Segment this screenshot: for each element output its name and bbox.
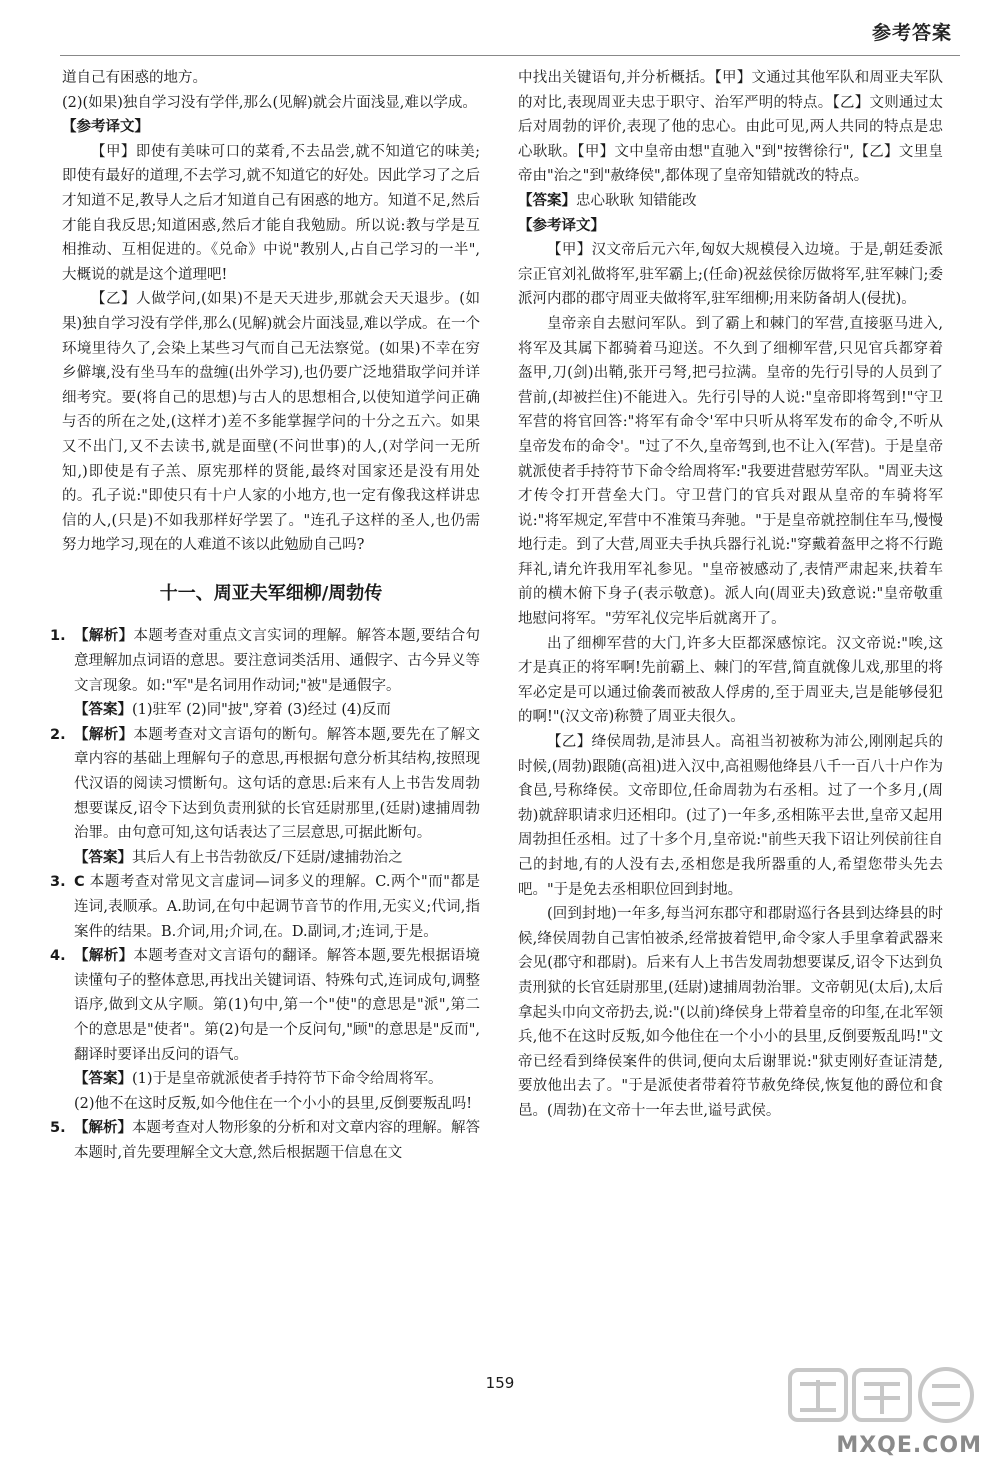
analysis-tag: 【解析】 [74, 1120, 132, 1137]
translation-paragraph: 出了细柳军营的大门,许多大臣都深感惊诧。汉文帝说:"唉,这才是真正的将军啊!先前霸上、棘门的军营,简直就像儿戏,那里的将军必定是可以通过偷袭而被敌人俘虏的,至于周亚夫,岂是能够侵犯的啊!"(汉文帝)称赞了周亚夫很久。 [518, 635, 943, 726]
answer-text: (1)于是皇帝就派使者手持符节下命令给周将军。 [132, 1071, 443, 1088]
answer-text: 忠心耿耿 知错能改 [576, 192, 697, 209]
answer-tag: 【答案】 [518, 192, 576, 209]
question-number: 5. [50, 1120, 66, 1137]
header-label: 参考答案 [871, 22, 952, 44]
reference-translation-heading: 【参考译文】 [518, 217, 605, 234]
question-number: 3. [50, 874, 66, 891]
analysis-text: 本题考查对常见文言虚词—词多义的理解。C.两个"而"都是连词,表顺承。A.助词,在句中起调节音节的作用,无实义;代词,指案件的结果。B.介词,用;介词,在。D.副词,才;连词,于是。 [74, 874, 480, 940]
question-1 [50, 624, 481, 698]
left-column [50, 66, 481, 1166]
left-intro-sentence: (2)(如果)独自学习没有学伴,那么(见解)就会片面浅显,难以学成。 [62, 94, 477, 111]
header-rule [60, 55, 960, 56]
question-number: 1. [50, 628, 66, 645]
question-4 [50, 944, 481, 1067]
analysis-text: 本题考查对文言语句的翻译。解答本题,要先根据语境读懂句子的整体意思,再找出关键词语、特殊句式,连词成句,调整语序,做到文从字顺。第(1)句中,第一个"使"的意思是"派",第二个的意思是"使者"。第(2)句是一个反问句,"顾"的意思是"反而",翻译时要译出反问的语气。 [74, 948, 481, 1063]
analysis-text: 本题考查对文言语句的断句。解答本题,要先在了解文章内容的基础上理解句子的意思,再根据句意分析其结构,按照现代汉语的阅读习惯断句。这句话的意思:后来有人上书告发周勃想要谋反,诏令下达到负责刑狱的长官廷尉那里,(廷尉)逮捕周勃治罪。由句意可知,这句话表达了三层意思,可据此断句。 [74, 726, 481, 842]
analysis-text: 本题考查对人物形象的分析和对文章内容的理解。解答本题时,首先要理解全文大意,然后根据题干信息在文 [74, 1120, 480, 1161]
question-5-continuation: 中找出关键语句,并分析概括。【甲】文通过其他军队和周亚夫军队的对比,表现周亚夫忠于职守、治军严明的特点。【乙】文则通过太后对周勃的评价,表现了他的忠心。由此可见,两人共同的特点是忠心耿耿。【甲】文中皇帝由想"直驰入"到"按辔徐行",【乙】文里皇帝由"治之"到"赦绛侯",都体现了皇帝知错就改的特点。 [518, 70, 943, 185]
analysis-text: 本题考查对重点文言实词的理解。解答本题,要结合句意理解加点词语的意思。要注意词类活用、通假字、古今异义等文言现象。如:"军"是名词用作动词;"被"是通假字。 [74, 628, 481, 694]
answer-tag: 【答案】 [74, 1071, 132, 1088]
translation-paragraph: 皇帝亲自去慰问军队。到了霸上和棘门的军营,直接驱马进入,将军及其属下都骑着马迎送。不久到了细柳军营,只见官兵都穿着盔甲,刀(剑)出鞘,张开弓弩,把弓拉满。皇帝的先行引导的人员到了营前,(却被拦住)不能进入。先行引导的人说:"皇帝即将驾到!"守卫军营的将官回答:"将军有命令'军中只听从将军发布的命令,不听从皇帝发布的命令'。"过了不久,皇帝驾到,也不让入(军营)。于是皇帝就派使者手持符节下命令给周将军:"我要进营慰劳军队。"周亚夫这才传令打开营垒大门。守卫营门的官兵对跟从皇帝的车骑将军说:"将军规定,军营中不准策马奔驰。"于是皇帝就控制住车马,慢慢地行走。到了大营,周亚夫手执兵器行礼说:"穿戴着盔甲之将不行跪拜礼,请允许我用军礼参见。"皇帝被感动了,表情严肃起来,扶着车前的横木俯下身子(表示敬意)。派人向(周亚夫)致意说:"皇帝敬重地慰问将军。"劳军礼仪完毕后就离开了。 [518, 315, 943, 628]
page-number: 159 [485, 1374, 515, 1392]
left-intro-line: 道自己有困惑的地方。 [62, 70, 207, 86]
answer-tag: 【答案】 [74, 849, 132, 866]
translation-paragraph: (回到封地)一年多,每当河东郡守和郡尉巡行各县到达绛县的时候,绛侯周勃自己害怕被杀,经常披着铠甲,命令家人手里拿着武器来会见(郡守和郡尉)。后来有人上书告发周勃想要谋反,诏令下达到负责刑狱的长官廷尉那里,(廷尉)逮捕周勃治罪。文帝朝见(太后),太后拿起头巾向文帝扔去,说:"(以前)绛侯身上带着皇帝的印玺,在北军领兵,他不在这时反叛,如今他住在一个小小的县里,反倒要叛乱吗!"文帝已经看到绛侯案件的供词,便向太后谢罪说:"狱吏刚好查证清楚,要放他出去了。"于是派使者带着符节赦免绛侯,恢复他的爵位和食邑。(周勃)在文帝十一年去世,谥号武侯。 [518, 906, 943, 1119]
answer-text: 其后人有上书告勃欲反/下廷尉/逮捕勃治之 [132, 849, 403, 866]
right-column [518, 66, 943, 1124]
answer-tag: 【答案】 [74, 702, 132, 719]
translation-paragraph: 【甲】汉文帝后元六年,匈奴大规模侵入边境。于是,朝廷委派宗正官刘礼做将军,驻军霸上;(任命)祝兹侯徐厉做将军,驻军棘门;委派河内郡的郡守周亚夫做将军,驻军细柳;用来防备胡人(侵扰)。 [518, 242, 943, 308]
reference-translation-heading: 【参考译文】 [62, 119, 149, 136]
question-number: 2. [50, 726, 66, 743]
translation-paragraph-yi: 【乙】人做学问,(如果)不是天天进步,那就会天天退步。(如果)独自学习没有学伴,那么(见解)就会片面浅显,难以学成。在一个环境里待久了,会染上某些习气而自己无法察觉。(如果)不幸在穷乡僻壤,没有坐马车的盘缠(出外学习),也仍要广泛地猎取学问并详细考究。要(将自己的思想)与古人的思想相合,以使知道学问正确与否的所在之处,(这样才)差不多能掌握学问的十分之五六。如果又不出门,又不去读书,就是面壁(不问世事)的人,(对学问一无所知,)即使是有子羔、原宪那样的贤能,最终对国家还是没有用处的。孔子说:"即使只有十户人家的小地方,也一定有像我这样讲忠信的人,(只是)不如我那样好学罢了。"连孔子这样的圣人,也仍需努力地学习,现在的人难道不该以此勉励自己吗? [62, 291, 480, 554]
question-number: 4. [50, 948, 66, 965]
answer-line [62, 846, 480, 871]
question-5 [50, 1116, 480, 1165]
watermark-text: MXQE.COM [836, 1433, 982, 1458]
analysis-tag: 【解析】 [74, 948, 134, 965]
answer-line [518, 189, 943, 214]
answer-line [62, 698, 480, 723]
answer-letter: C [74, 874, 85, 891]
translation-paragraph: 【乙】绛侯周勃,是沛县人。高祖当初被称为沛公,刚刚起兵的时候,(周勃)跟随(高祖)进入汉中,高祖赐他绛县八千一百八十户作为食邑,号称绛侯。文帝即位,任命周勃为右丞相。过了一个多月,(周勃)就辞职请求归还相印。(过了)一年多,丞相陈平去世,皇帝又起用周勃担任丞相。过了十多个月,皇帝说:"前些天我下诏让列侯前往自己的封地,有的人没有去,丞相您是我所器重的人,希望您带头先去吧。"于是免去丞相职位回到封地。 [518, 734, 943, 898]
analysis-tag: 【解析】 [74, 726, 134, 743]
section-title: 十一、周亚夫军细柳/周勃传 [159, 582, 383, 604]
translation-paragraph-jia: 【甲】即使有美味可口的菜肴,不去品尝,就不知道它的味美;即使有最好的道理,不去学习,就不知道它的好处。因此学习了之后才知道不足,教导人之后才知道自己有困惑的地方。知道不足,然后才能自我反思;知道困惑,然后才能自我勉励。所以说:教与学是互相推动、互相促进的。《兑命》中说"教别人,占自己学习的一半",大概说的就是这个道理吧! [62, 143, 480, 283]
answer-text: (1)驻军 (2)同"披",穿着 (3)经过 (4)反而 [132, 702, 391, 719]
question-3 [50, 870, 480, 944]
answer-line-2: (2)他不在这时反叛,如今他住在一个小小的县里,反倒要叛乱吗! [74, 1095, 473, 1112]
analysis-tag: 【解析】 [74, 628, 134, 645]
question-2 [50, 723, 481, 846]
answer-line [62, 1067, 480, 1092]
